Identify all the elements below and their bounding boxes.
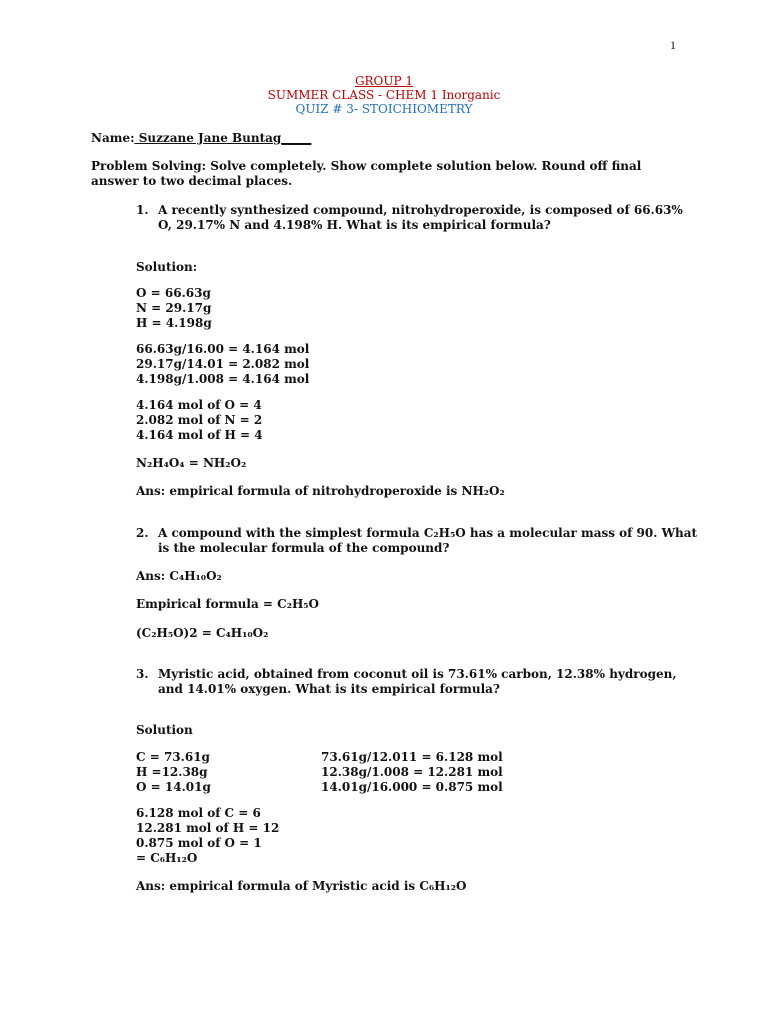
q2-calc-a: (C₂H₅O)2	[136, 626, 198, 640]
q2-empirical-prefix: Empirical formula =	[136, 597, 278, 611]
q2-calc-eq: =	[197, 626, 216, 640]
q1-text-line-2: O, 29.17% N and 4.198% H. What is its empirical formula?	[158, 218, 551, 232]
q1-answer	[136, 484, 505, 499]
instructions-line-2: answer to two decimal places.	[91, 174, 293, 188]
q3-mass-h: H =12.38g	[136, 765, 208, 779]
q2-answer-formula: C₄H₁₀O₂	[169, 569, 222, 583]
q3-mass-c: C = 73.61g	[136, 750, 210, 764]
quiz-heading: QUIZ # 3- STOICHIOMETRY	[295, 102, 473, 116]
q1-formula-a: N₂H₄O₄	[136, 456, 185, 470]
q1-ratio-n: 2.082 mol of N = 2	[136, 413, 263, 427]
student-name-line	[91, 131, 311, 146]
q2-empirical-formula: C₂H₅O	[277, 597, 320, 611]
q3-answer-prefix: Ans: empirical formula of Myristic acid is	[136, 879, 420, 893]
q3-mole-c: 73.61g/12.011 = 6.128 mol	[321, 750, 503, 764]
q1-number: 1.	[136, 203, 149, 217]
q3-text-line-1: Myristic acid, obtained from coconut oil is 73.61% carbon, 12.38% hydrogen,	[158, 667, 677, 681]
q1-ratio-h: 4.164 mol of H = 4	[136, 428, 263, 442]
q2-calc-b: C₄H₁₀O₂	[215, 626, 269, 640]
q3-result-formula: C₆H₁₂O	[150, 851, 198, 865]
q3-solution-label: Solution	[136, 723, 193, 737]
q1-text-line-1: A recently synthesized compound, nitrohydroperoxide, is composed of 66.63%	[158, 203, 683, 217]
q3-ratio-h: 12.281 mol of H = 12	[136, 821, 280, 835]
q3-ratio-c: 6.128 mol of C = 6	[136, 806, 261, 820]
q2-text-a: A compound with the simplest formula	[158, 526, 424, 540]
q2-answer-prefix: Ans:	[136, 569, 170, 583]
q1-formula-eq: =	[184, 456, 203, 470]
group-heading: GROUP 1	[354, 74, 414, 88]
q1-mole-n: 29.17g/14.01 = 2.082 mol	[136, 357, 310, 371]
name-label: Name:	[91, 131, 135, 145]
q2-answer	[136, 569, 222, 584]
instructions-line-1: Problem Solving: Solve completely. Show complete solution below. Round off final	[91, 159, 642, 173]
q1-mass-o: O = 66.63g	[136, 286, 211, 300]
q3-result	[136, 851, 197, 866]
q3-mole-o: 14.01g/16.000 = 0.875 mol	[321, 780, 503, 794]
class-heading: SUMMER CLASS - CHEM 1 Inorganic	[267, 88, 501, 102]
q1-formula-reduction	[136, 456, 246, 471]
q2-number: 2.	[136, 526, 149, 540]
q3-answer	[136, 879, 466, 894]
page-number: 1	[670, 38, 676, 52]
name-value: Suzzane Jane Buntag_____	[134, 131, 312, 145]
q3-ratio-o: 0.875 mol of O = 1	[136, 836, 262, 850]
q1-solution-label: Solution:	[136, 260, 198, 274]
q3-text-line-2: and 14.01% oxygen. What is its empirical formula?	[158, 682, 500, 696]
q1-mass-h: H = 4.198g	[136, 316, 212, 330]
q3-number: 3.	[136, 667, 149, 681]
q2-calculation	[136, 626, 268, 641]
q1-mole-h: 4.198g/1.008 = 4.164 mol	[136, 372, 310, 386]
q3-mole-h: 12.38g/1.008 = 12.281 mol	[321, 765, 503, 779]
q1-formula-b: NH₂O₂	[202, 456, 247, 470]
q1-mass-n: N = 29.17g	[136, 301, 212, 315]
q1-mole-o: 66.63g/16.00 = 4.164 mol	[136, 342, 310, 356]
q2-text-b: has a molecular mass of 90. What	[465, 526, 698, 540]
q1-answer-prefix: Ans: empirical formula of nitrohydroperoxide is	[136, 484, 462, 498]
q3-mass-o: O = 14.01g	[136, 780, 211, 794]
q2-text-line-1	[158, 526, 697, 541]
q1-answer-formula: NH₂O₂	[461, 484, 505, 498]
q2-empirical	[136, 597, 319, 612]
q3-answer-formula: C₆H₁₂O	[419, 879, 467, 893]
q1-ratio-o: 4.164 mol of O = 4	[136, 398, 262, 412]
q2-text-formula: C₂H₅O	[423, 526, 466, 540]
q2-text-line-2: is the molecular formula of the compound?	[158, 541, 450, 555]
q3-result-prefix: =	[136, 851, 151, 865]
